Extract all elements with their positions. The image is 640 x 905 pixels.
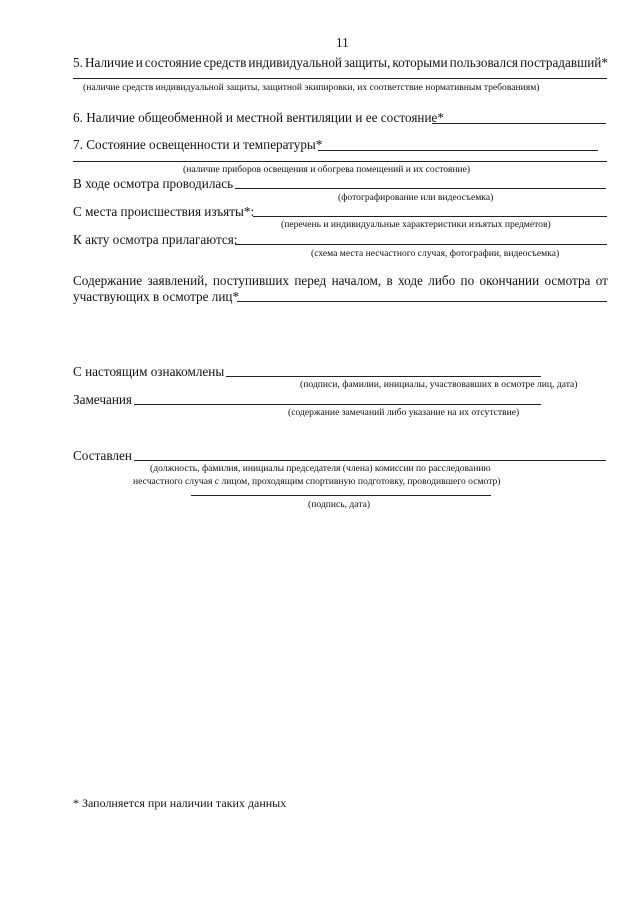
attached-label: К акту осмотра прилагаются:	[73, 232, 238, 247]
statements-label-word: началом,	[331, 273, 382, 288]
item5-label-word: пострадавший*	[520, 55, 608, 70]
compiled-caption-1: (должность, фамилия, инициалы председателя (члена) комиссии по расследованию	[150, 463, 491, 474]
acquainted-caption: (подписи, фамилии, инициалы, участвовавших в осмотре лиц, дата)	[300, 379, 578, 390]
statements-answer-line	[237, 301, 607, 302]
seized-label: С места происшествия изъяты*:	[73, 204, 255, 219]
statements-label-word: окончании	[479, 273, 540, 288]
statements-label-word: в	[386, 273, 393, 288]
item5-label-word: состояние	[144, 55, 202, 70]
item6-label: 6. Наличие общеобменной и местной вентиляции и ее состояние*	[73, 110, 444, 125]
statements-label-word: по	[460, 273, 475, 288]
statements-label-2: участвующих в осмотре лиц*	[73, 289, 240, 304]
item5-label-word: индивидуальной	[248, 55, 342, 70]
compiled-label: Составлен	[73, 448, 132, 463]
item5-label-word: защиты,	[344, 55, 391, 70]
statements-label-word: либо	[428, 273, 456, 288]
item5-label-word: пользовался	[449, 55, 518, 70]
statements-label	[73, 274, 608, 287]
compiled-answer-line	[134, 460, 606, 461]
compiled-caption-2: несчастного случая с лицом, проходящим спортивную подготовку, проводившего осмотр)	[133, 476, 501, 487]
statements-label-word: ходе	[398, 273, 423, 288]
attached-answer-line	[235, 244, 607, 245]
remarks-answer-line	[134, 404, 541, 405]
seized-caption: (перечень и индивидуальные характеристики изъятых предметов)	[281, 219, 551, 230]
item7-answer-line-2	[73, 161, 607, 162]
statements-label-word: от	[595, 273, 608, 288]
attached-caption: (схема места несчастного случая, фотографии, видеосъемка)	[311, 248, 560, 259]
footnote: * Заполняется при наличии таких данных	[73, 796, 287, 810]
item5-answer-line	[73, 78, 607, 79]
statements-label-word: Содержание	[73, 273, 143, 288]
photo-label: В ходе осмотра проводилась	[73, 176, 234, 191]
statements-label-word: заявлений,	[147, 273, 208, 288]
item5-label-word: и	[135, 55, 143, 70]
item5-label-word: средств	[203, 55, 247, 70]
statements-label-word: осмотра	[544, 273, 591, 288]
page-number: 11	[336, 35, 349, 50]
item5-label-word: Наличие	[84, 55, 134, 70]
remarks-caption: (содержание замечаний либо указание на их отсутствие)	[288, 407, 520, 418]
seized-answer-line	[253, 216, 607, 217]
item6-answer-line	[432, 123, 606, 124]
signature-caption: (подпись, дата)	[308, 499, 371, 510]
photo-answer-line	[235, 188, 606, 189]
remarks-label: Замечания	[73, 392, 132, 407]
acquainted-label: С настоящим ознакомлены	[73, 364, 225, 379]
item7-label: 7. Состояние освещенности и температуры*	[73, 137, 323, 152]
item7-answer-line	[318, 150, 598, 151]
statements-label-word: поступивших	[212, 273, 290, 288]
photo-caption: (фотографирование или видеосъемка)	[338, 192, 494, 203]
signature-line	[191, 495, 491, 496]
acquainted-answer-line	[226, 376, 541, 377]
item5-caption: (наличие средств индивидуальной защиты, защитной экипировки, их соответствие нормативным требованиям)	[83, 82, 540, 93]
item5-label	[73, 56, 608, 69]
item5-label-word: которыми	[392, 55, 448, 70]
item7-caption: (наличие приборов освещения и обогрева помещений и их состояние)	[183, 164, 471, 175]
item5-label-word: 5.	[73, 55, 83, 70]
statements-label-word: перед	[294, 273, 327, 288]
